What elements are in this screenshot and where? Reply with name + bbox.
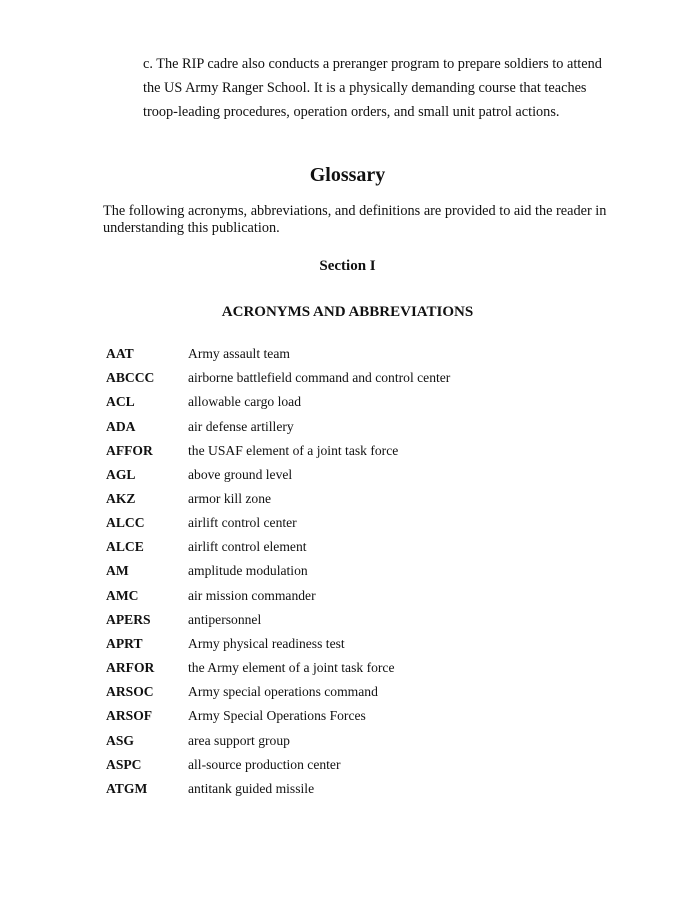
entry-definition: armor kill zone [188, 491, 272, 507]
paragraph-c [143, 52, 603, 124]
entry-acronym: AGL [106, 466, 136, 482]
entry-definition: all-source production center [188, 756, 341, 772]
entry-acronym: AMC [106, 587, 139, 603]
glossary-entry [106, 777, 450, 801]
entry-definition: Army special operations command [188, 684, 378, 700]
entry-definition: antipersonnel [188, 611, 262, 627]
intro-line: The following acronyms, abbreviations, and definitions are provided to aid the reader in [103, 203, 607, 219]
entry-definition: area support group [188, 732, 290, 748]
entry-definition: the Army element of a joint task force [188, 660, 395, 676]
entry-acronym: ARSOC [106, 684, 154, 700]
entry-acronym: ASG [106, 732, 134, 748]
entry-definition: airborne battlefield command and control center [188, 370, 451, 386]
glossary-entry [106, 511, 450, 535]
entry-definition: Army assault team [188, 346, 290, 362]
glossary-entry [106, 729, 450, 753]
entry-acronym: ALCE [106, 539, 144, 555]
glossary-entry [106, 559, 450, 583]
glossary-entry [106, 366, 450, 390]
entry-acronym: AM [106, 563, 129, 579]
entry-acronym: AAT [106, 346, 134, 362]
entry-definition: Army physical readiness test [188, 635, 345, 651]
glossary-entry [106, 390, 450, 414]
entry-acronym: AFFOR [106, 442, 153, 458]
glossary-entry [106, 584, 450, 608]
glossary-entry [106, 704, 450, 728]
entry-acronym: ATGM [106, 780, 148, 796]
acronyms-heading: ACRONYMS AND ABBREVIATIONS [221, 304, 474, 320]
entry-definition: the USAF element of a joint task force [188, 442, 399, 458]
entry-acronym: ARSOF [106, 708, 153, 724]
entry-acronym: ASPC [106, 756, 142, 772]
acronym-list [106, 342, 450, 801]
entry-definition: above ground level [188, 466, 293, 482]
paragraph-line: troop-leading procedures, operation orders, and small unit patrol actions. [143, 104, 560, 120]
glossary-entry [106, 342, 450, 366]
glossary-entry [106, 439, 450, 463]
entry-acronym: ADA [106, 418, 136, 434]
entry-definition: air defense artillery [188, 418, 294, 434]
entry-definition: Army Special Operations Forces [188, 708, 366, 724]
glossary-entry [106, 753, 450, 777]
entry-definition: airlift control element [188, 539, 307, 555]
glossary-entry [106, 463, 450, 487]
entry-acronym: ARFOR [106, 660, 155, 676]
paragraph-line: c. The RIP cadre also conducts a preranger program to prepare soldiers to attend [143, 56, 602, 72]
glossary-entry [106, 487, 450, 511]
glossary-entry [106, 680, 450, 704]
glossary-entry [106, 656, 450, 680]
entry-acronym: AKZ [106, 491, 136, 507]
entry-definition: air mission commander [188, 587, 316, 603]
entry-acronym: APRT [106, 635, 143, 651]
entry-acronym: ACL [106, 394, 135, 410]
glossary-entry [106, 535, 450, 559]
glossary-entry [106, 632, 450, 656]
entry-definition: airlift control center [188, 515, 297, 531]
section-heading: Section I [319, 258, 376, 274]
entry-acronym: APERS [106, 611, 151, 627]
paragraph-line: the US Army Ranger School. It is a physically demanding course that teaches [143, 80, 587, 96]
entry-acronym: ALCC [106, 515, 145, 531]
glossary-intro [103, 203, 606, 237]
glossary-title: Glossary [309, 164, 386, 186]
glossary-entry [106, 608, 450, 632]
entry-acronym: ABCCC [106, 370, 155, 386]
entry-definition: amplitude modulation [188, 563, 308, 579]
entry-definition: antitank guided missile [188, 780, 315, 796]
glossary-entry [106, 414, 450, 438]
entry-definition: allowable cargo load [188, 394, 301, 410]
intro-line: understanding this publication. [103, 220, 280, 236]
